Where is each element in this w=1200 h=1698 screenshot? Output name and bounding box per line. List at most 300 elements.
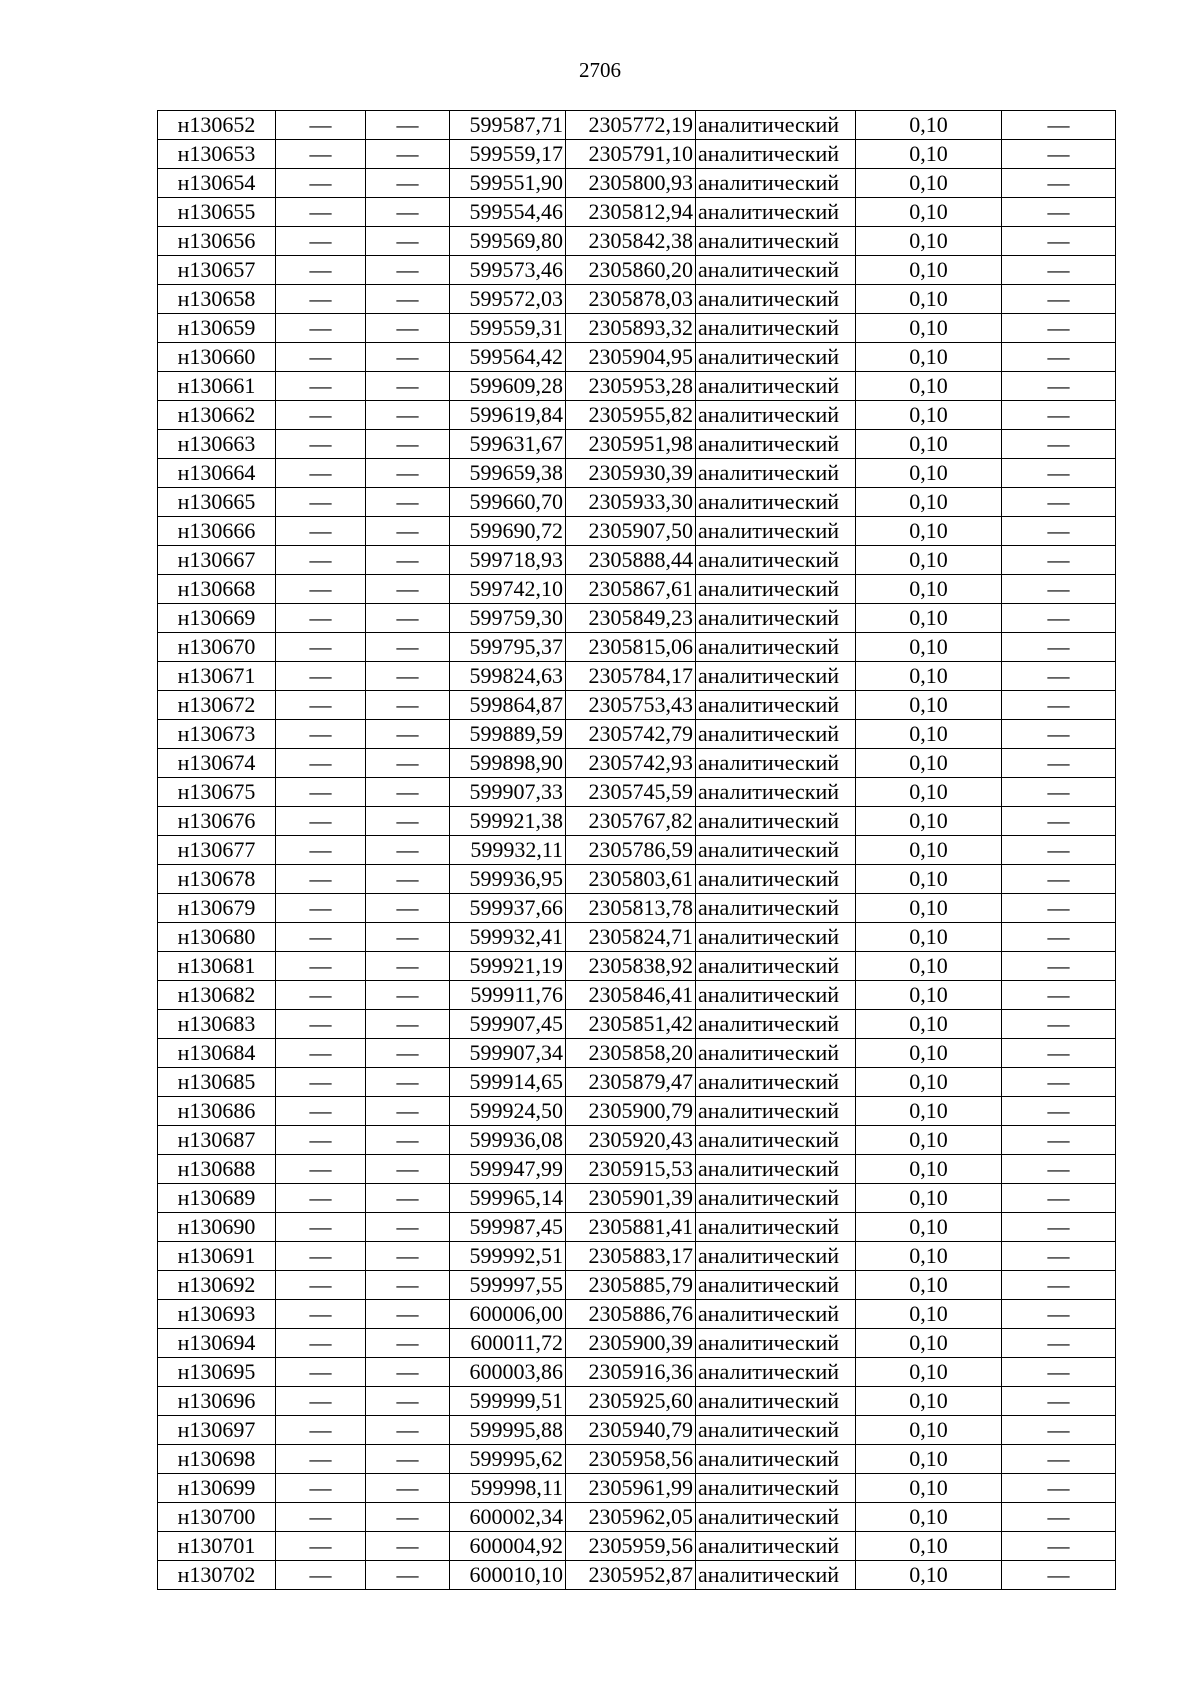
method-cell: аналитический <box>696 662 856 691</box>
method-cell: аналитический <box>696 1184 856 1213</box>
table-row <box>158 1416 1116 1445</box>
table-row <box>158 923 1116 952</box>
method-cell: аналитический <box>696 1561 856 1590</box>
note-cell: — <box>1002 749 1116 778</box>
accuracy-cell: 0,10 <box>856 1155 1002 1184</box>
accuracy-cell: 0,10 <box>856 198 1002 227</box>
point-name-cell: н130688 <box>158 1155 276 1184</box>
x-coordinate-cell: 599559,31 <box>450 314 566 343</box>
x-coordinate-cell: 599936,08 <box>450 1126 566 1155</box>
method-cell: аналитический <box>696 459 856 488</box>
dash-cell-2: — <box>366 807 450 836</box>
note-cell: — <box>1002 1503 1116 1532</box>
table-row <box>158 430 1116 459</box>
x-coordinate-cell: 599718,93 <box>450 546 566 575</box>
y-coordinate-cell: 2305813,78 <box>566 894 696 923</box>
dash-cell-1: — <box>276 169 366 198</box>
point-name-cell: н130700 <box>158 1503 276 1532</box>
note-cell: — <box>1002 807 1116 836</box>
method-cell: аналитический <box>696 1155 856 1184</box>
point-name-cell: н130658 <box>158 285 276 314</box>
dash-cell-1: — <box>276 1097 366 1126</box>
accuracy-cell: 0,10 <box>856 1329 1002 1358</box>
y-coordinate-cell: 2305901,39 <box>566 1184 696 1213</box>
table-row <box>158 227 1116 256</box>
note-cell: — <box>1002 894 1116 923</box>
point-name-cell: н130682 <box>158 981 276 1010</box>
accuracy-cell: 0,10 <box>856 865 1002 894</box>
table-row <box>158 1474 1116 1503</box>
accuracy-cell: 0,10 <box>856 546 1002 575</box>
x-coordinate-cell: 599587,71 <box>450 111 566 140</box>
x-coordinate-cell: 599690,72 <box>450 517 566 546</box>
x-coordinate-cell: 599564,42 <box>450 343 566 372</box>
x-coordinate-cell: 599921,19 <box>450 952 566 981</box>
point-name-cell: н130689 <box>158 1184 276 1213</box>
method-cell: аналитический <box>696 807 856 836</box>
dash-cell-2: — <box>366 488 450 517</box>
x-coordinate-cell: 599898,90 <box>450 749 566 778</box>
y-coordinate-cell: 2305803,61 <box>566 865 696 894</box>
method-cell: аналитический <box>696 604 856 633</box>
point-name-cell: н130690 <box>158 1213 276 1242</box>
note-cell: — <box>1002 227 1116 256</box>
x-coordinate-cell: 599907,45 <box>450 1010 566 1039</box>
y-coordinate-cell: 2305920,43 <box>566 1126 696 1155</box>
dash-cell-2: — <box>366 1329 450 1358</box>
y-coordinate-cell: 2305742,79 <box>566 720 696 749</box>
method-cell: аналитический <box>696 546 856 575</box>
method-cell: аналитический <box>696 778 856 807</box>
y-coordinate-cell: 2305958,56 <box>566 1445 696 1474</box>
y-coordinate-cell: 2305952,87 <box>566 1561 696 1590</box>
x-coordinate-cell: 599932,41 <box>450 923 566 952</box>
point-name-cell: н130699 <box>158 1474 276 1503</box>
table-row <box>158 1329 1116 1358</box>
dash-cell-1: — <box>276 488 366 517</box>
dash-cell-1: — <box>276 1445 366 1474</box>
x-coordinate-cell: 599911,76 <box>450 981 566 1010</box>
y-coordinate-cell: 2305767,82 <box>566 807 696 836</box>
accuracy-cell: 0,10 <box>856 836 1002 865</box>
dash-cell-1: — <box>276 1068 366 1097</box>
method-cell: аналитический <box>696 923 856 952</box>
dash-cell-1: — <box>276 1126 366 1155</box>
y-coordinate-cell: 2305961,99 <box>566 1474 696 1503</box>
method-cell: аналитический <box>696 140 856 169</box>
accuracy-cell: 0,10 <box>856 1039 1002 1068</box>
y-coordinate-cell: 2305888,44 <box>566 546 696 575</box>
accuracy-cell: 0,10 <box>856 227 1002 256</box>
method-cell: аналитический <box>696 517 856 546</box>
dash-cell-1: — <box>276 1184 366 1213</box>
accuracy-cell: 0,10 <box>856 401 1002 430</box>
point-name-cell: н130652 <box>158 111 276 140</box>
point-name-cell: н130683 <box>158 1010 276 1039</box>
x-coordinate-cell: 599759,30 <box>450 604 566 633</box>
accuracy-cell: 0,10 <box>856 169 1002 198</box>
point-name-cell: н130655 <box>158 198 276 227</box>
accuracy-cell: 0,10 <box>856 1445 1002 1474</box>
note-cell: — <box>1002 1271 1116 1300</box>
dash-cell-2: — <box>366 778 450 807</box>
point-name-cell: н130696 <box>158 1387 276 1416</box>
accuracy-cell: 0,10 <box>856 285 1002 314</box>
point-name-cell: н130692 <box>158 1271 276 1300</box>
note-cell: — <box>1002 401 1116 430</box>
point-name-cell: н130701 <box>158 1532 276 1561</box>
note-cell: — <box>1002 865 1116 894</box>
table-body <box>158 111 1116 1590</box>
dash-cell-2: — <box>366 430 450 459</box>
y-coordinate-cell: 2305858,20 <box>566 1039 696 1068</box>
point-name-cell: н130654 <box>158 169 276 198</box>
method-cell: аналитический <box>696 1532 856 1561</box>
table-row <box>158 1155 1116 1184</box>
method-cell: аналитический <box>696 575 856 604</box>
method-cell: аналитический <box>696 633 856 662</box>
dash-cell-1: — <box>276 1532 366 1561</box>
y-coordinate-cell: 2305846,41 <box>566 981 696 1010</box>
note-cell: — <box>1002 343 1116 372</box>
table-row <box>158 1126 1116 1155</box>
accuracy-cell: 0,10 <box>856 1271 1002 1300</box>
dash-cell-2: — <box>366 1242 450 1271</box>
accuracy-cell: 0,10 <box>856 314 1002 343</box>
y-coordinate-cell: 2305849,23 <box>566 604 696 633</box>
dash-cell-1: — <box>276 923 366 952</box>
y-coordinate-cell: 2305867,61 <box>566 575 696 604</box>
point-name-cell: н130677 <box>158 836 276 865</box>
point-name-cell: н130694 <box>158 1329 276 1358</box>
y-coordinate-cell: 2305885,79 <box>566 1271 696 1300</box>
note-cell: — <box>1002 1068 1116 1097</box>
table-row <box>158 1358 1116 1387</box>
y-coordinate-cell: 2305951,98 <box>566 430 696 459</box>
method-cell: аналитический <box>696 227 856 256</box>
accuracy-cell: 0,10 <box>856 1532 1002 1561</box>
method-cell: аналитический <box>696 1329 856 1358</box>
dash-cell-1: — <box>276 778 366 807</box>
y-coordinate-cell: 2305815,06 <box>566 633 696 662</box>
x-coordinate-cell: 600002,34 <box>450 1503 566 1532</box>
method-cell: аналитический <box>696 1126 856 1155</box>
point-name-cell: н130663 <box>158 430 276 459</box>
x-coordinate-cell: 599995,62 <box>450 1445 566 1474</box>
dash-cell-2: — <box>366 1213 450 1242</box>
dash-cell-1: — <box>276 401 366 430</box>
dash-cell-2: — <box>366 1532 450 1561</box>
method-cell: аналитический <box>696 1097 856 1126</box>
y-coordinate-cell: 2305878,03 <box>566 285 696 314</box>
method-cell: аналитический <box>696 285 856 314</box>
dash-cell-2: — <box>366 1358 450 1387</box>
y-coordinate-cell: 2305925,60 <box>566 1387 696 1416</box>
accuracy-cell: 0,10 <box>856 662 1002 691</box>
x-coordinate-cell: 599924,50 <box>450 1097 566 1126</box>
dash-cell-2: — <box>366 604 450 633</box>
dash-cell-1: — <box>276 227 366 256</box>
method-cell: аналитический <box>696 1445 856 1474</box>
accuracy-cell: 0,10 <box>856 1097 1002 1126</box>
dash-cell-1: — <box>276 952 366 981</box>
dash-cell-2: — <box>366 1039 450 1068</box>
table-row <box>158 865 1116 894</box>
dash-cell-1: — <box>276 1503 366 1532</box>
point-name-cell: н130662 <box>158 401 276 430</box>
method-cell: аналитический <box>696 720 856 749</box>
accuracy-cell: 0,10 <box>856 1213 1002 1242</box>
x-coordinate-cell: 599631,67 <box>450 430 566 459</box>
method-cell: аналитический <box>696 894 856 923</box>
y-coordinate-cell: 2305904,95 <box>566 343 696 372</box>
method-cell: аналитический <box>696 488 856 517</box>
dash-cell-2: — <box>366 169 450 198</box>
method-cell: аналитический <box>696 169 856 198</box>
method-cell: аналитический <box>696 198 856 227</box>
x-coordinate-cell: 599999,51 <box>450 1387 566 1416</box>
note-cell: — <box>1002 1010 1116 1039</box>
note-cell: — <box>1002 285 1116 314</box>
x-coordinate-cell: 599572,03 <box>450 285 566 314</box>
note-cell: — <box>1002 111 1116 140</box>
method-cell: аналитический <box>696 1503 856 1532</box>
dash-cell-1: — <box>276 575 366 604</box>
point-name-cell: н130681 <box>158 952 276 981</box>
y-coordinate-cell: 2305953,28 <box>566 372 696 401</box>
point-name-cell: н130653 <box>158 140 276 169</box>
dash-cell-1: — <box>276 1387 366 1416</box>
y-coordinate-cell: 2305753,43 <box>566 691 696 720</box>
accuracy-cell: 0,10 <box>856 488 1002 517</box>
point-name-cell: н130684 <box>158 1039 276 1068</box>
dash-cell-1: — <box>276 1155 366 1184</box>
x-coordinate-cell: 599995,88 <box>450 1416 566 1445</box>
method-cell: аналитический <box>696 836 856 865</box>
x-coordinate-cell: 600004,92 <box>450 1532 566 1561</box>
note-cell: — <box>1002 836 1116 865</box>
method-cell: аналитический <box>696 401 856 430</box>
table-row <box>158 314 1116 343</box>
dash-cell-2: — <box>366 836 450 865</box>
point-name-cell: н130671 <box>158 662 276 691</box>
dash-cell-1: — <box>276 1242 366 1271</box>
note-cell: — <box>1002 488 1116 517</box>
point-name-cell: н130685 <box>158 1068 276 1097</box>
accuracy-cell: 0,10 <box>856 633 1002 662</box>
accuracy-cell: 0,10 <box>856 1474 1002 1503</box>
note-cell: — <box>1002 430 1116 459</box>
accuracy-cell: 0,10 <box>856 517 1002 546</box>
x-coordinate-cell: 599921,38 <box>450 807 566 836</box>
method-cell: аналитический <box>696 1358 856 1387</box>
method-cell: аналитический <box>696 1300 856 1329</box>
note-cell: — <box>1002 1358 1116 1387</box>
accuracy-cell: 0,10 <box>856 459 1002 488</box>
dash-cell-2: — <box>366 894 450 923</box>
x-coordinate-cell: 599937,66 <box>450 894 566 923</box>
accuracy-cell: 0,10 <box>856 1300 1002 1329</box>
note-cell: — <box>1002 778 1116 807</box>
accuracy-cell: 0,10 <box>856 604 1002 633</box>
note-cell: — <box>1002 691 1116 720</box>
y-coordinate-cell: 2305851,42 <box>566 1010 696 1039</box>
dash-cell-2: — <box>366 343 450 372</box>
method-cell: аналитический <box>696 1213 856 1242</box>
x-coordinate-cell: 599889,59 <box>450 720 566 749</box>
dash-cell-1: — <box>276 662 366 691</box>
point-name-cell: н130656 <box>158 227 276 256</box>
x-coordinate-cell: 599554,46 <box>450 198 566 227</box>
table-row <box>158 169 1116 198</box>
accuracy-cell: 0,10 <box>856 1416 1002 1445</box>
point-name-cell: н130691 <box>158 1242 276 1271</box>
dash-cell-2: — <box>366 1387 450 1416</box>
table-row <box>158 1503 1116 1532</box>
dash-cell-1: — <box>276 1039 366 1068</box>
table-row <box>158 952 1116 981</box>
note-cell: — <box>1002 1387 1116 1416</box>
y-coordinate-cell: 2305955,82 <box>566 401 696 430</box>
point-name-cell: н130666 <box>158 517 276 546</box>
dash-cell-2: — <box>366 1126 450 1155</box>
x-coordinate-cell: 599998,11 <box>450 1474 566 1503</box>
note-cell: — <box>1002 1184 1116 1213</box>
accuracy-cell: 0,10 <box>856 1503 1002 1532</box>
method-cell: аналитический <box>696 430 856 459</box>
note-cell: — <box>1002 923 1116 952</box>
dash-cell-2: — <box>366 459 450 488</box>
x-coordinate-cell: 599907,34 <box>450 1039 566 1068</box>
table-row <box>158 546 1116 575</box>
table-row <box>158 1242 1116 1271</box>
method-cell: аналитический <box>696 1010 856 1039</box>
note-cell: — <box>1002 633 1116 662</box>
dash-cell-1: — <box>276 256 366 285</box>
point-name-cell: н130660 <box>158 343 276 372</box>
y-coordinate-cell: 2305791,10 <box>566 140 696 169</box>
table-row <box>158 401 1116 430</box>
accuracy-cell: 0,10 <box>856 691 1002 720</box>
note-cell: — <box>1002 198 1116 227</box>
accuracy-cell: 0,10 <box>856 1561 1002 1590</box>
y-coordinate-cell: 2305900,79 <box>566 1097 696 1126</box>
point-name-cell: н130695 <box>158 1358 276 1387</box>
y-coordinate-cell: 2305900,39 <box>566 1329 696 1358</box>
dash-cell-1: — <box>276 894 366 923</box>
dash-cell-2: — <box>366 140 450 169</box>
x-coordinate-cell: 599932,11 <box>450 836 566 865</box>
dash-cell-2: — <box>366 1068 450 1097</box>
y-coordinate-cell: 2305930,39 <box>566 459 696 488</box>
accuracy-cell: 0,10 <box>856 256 1002 285</box>
dash-cell-2: — <box>366 372 450 401</box>
accuracy-cell: 0,10 <box>856 575 1002 604</box>
accuracy-cell: 0,10 <box>856 778 1002 807</box>
point-name-cell: н130673 <box>158 720 276 749</box>
dash-cell-2: — <box>366 111 450 140</box>
x-coordinate-cell: 599936,95 <box>450 865 566 894</box>
dash-cell-1: — <box>276 1561 366 1590</box>
table-row <box>158 1213 1116 1242</box>
dash-cell-2: — <box>366 865 450 894</box>
point-name-cell: н130697 <box>158 1416 276 1445</box>
x-coordinate-cell: 599987,45 <box>450 1213 566 1242</box>
y-coordinate-cell: 2305886,76 <box>566 1300 696 1329</box>
point-name-cell: н130657 <box>158 256 276 285</box>
y-coordinate-cell: 2305812,94 <box>566 198 696 227</box>
method-cell: аналитический <box>696 111 856 140</box>
x-coordinate-cell: 599742,10 <box>450 575 566 604</box>
point-name-cell: н130669 <box>158 604 276 633</box>
accuracy-cell: 0,10 <box>856 111 1002 140</box>
dash-cell-1: — <box>276 198 366 227</box>
table-row <box>158 691 1116 720</box>
table-row <box>158 894 1116 923</box>
x-coordinate-cell: 600011,72 <box>450 1329 566 1358</box>
dash-cell-2: — <box>366 1503 450 1532</box>
accuracy-cell: 0,10 <box>856 140 1002 169</box>
note-cell: — <box>1002 662 1116 691</box>
method-cell: аналитический <box>696 981 856 1010</box>
method-cell: аналитический <box>696 1068 856 1097</box>
accuracy-cell: 0,10 <box>856 430 1002 459</box>
note-cell: — <box>1002 1561 1116 1590</box>
dash-cell-2: — <box>366 1416 450 1445</box>
table-row <box>158 662 1116 691</box>
accuracy-cell: 0,10 <box>856 894 1002 923</box>
dash-cell-2: — <box>366 981 450 1010</box>
dash-cell-2: — <box>366 256 450 285</box>
dash-cell-2: — <box>366 575 450 604</box>
note-cell: — <box>1002 372 1116 401</box>
accuracy-cell: 0,10 <box>856 1184 1002 1213</box>
y-coordinate-cell: 2305838,92 <box>566 952 696 981</box>
dash-cell-1: — <box>276 430 366 459</box>
accuracy-cell: 0,10 <box>856 923 1002 952</box>
accuracy-cell: 0,10 <box>856 1068 1002 1097</box>
table-row <box>158 459 1116 488</box>
table-row <box>158 1271 1116 1300</box>
x-coordinate-cell: 599551,90 <box>450 169 566 198</box>
y-coordinate-cell: 2305879,47 <box>566 1068 696 1097</box>
note-cell: — <box>1002 1329 1116 1358</box>
note-cell: — <box>1002 140 1116 169</box>
accuracy-cell: 0,10 <box>856 1242 1002 1271</box>
y-coordinate-cell: 2305772,19 <box>566 111 696 140</box>
table-row <box>158 1068 1116 1097</box>
dash-cell-1: — <box>276 546 366 575</box>
accuracy-cell: 0,10 <box>856 749 1002 778</box>
accuracy-cell: 0,10 <box>856 952 1002 981</box>
point-name-cell: н130670 <box>158 633 276 662</box>
table-row <box>158 1184 1116 1213</box>
dash-cell-1: — <box>276 749 366 778</box>
point-name-cell: н130668 <box>158 575 276 604</box>
method-cell: аналитический <box>696 1242 856 1271</box>
dash-cell-1: — <box>276 865 366 894</box>
x-coordinate-cell: 600003,86 <box>450 1358 566 1387</box>
table-row <box>158 517 1116 546</box>
table-row <box>158 836 1116 865</box>
method-cell: аналитический <box>696 1416 856 1445</box>
table-row <box>158 1300 1116 1329</box>
y-coordinate-cell: 2305842,38 <box>566 227 696 256</box>
note-cell: — <box>1002 720 1116 749</box>
y-coordinate-cell: 2305745,59 <box>566 778 696 807</box>
accuracy-cell: 0,10 <box>856 343 1002 372</box>
x-coordinate-cell: 599573,46 <box>450 256 566 285</box>
